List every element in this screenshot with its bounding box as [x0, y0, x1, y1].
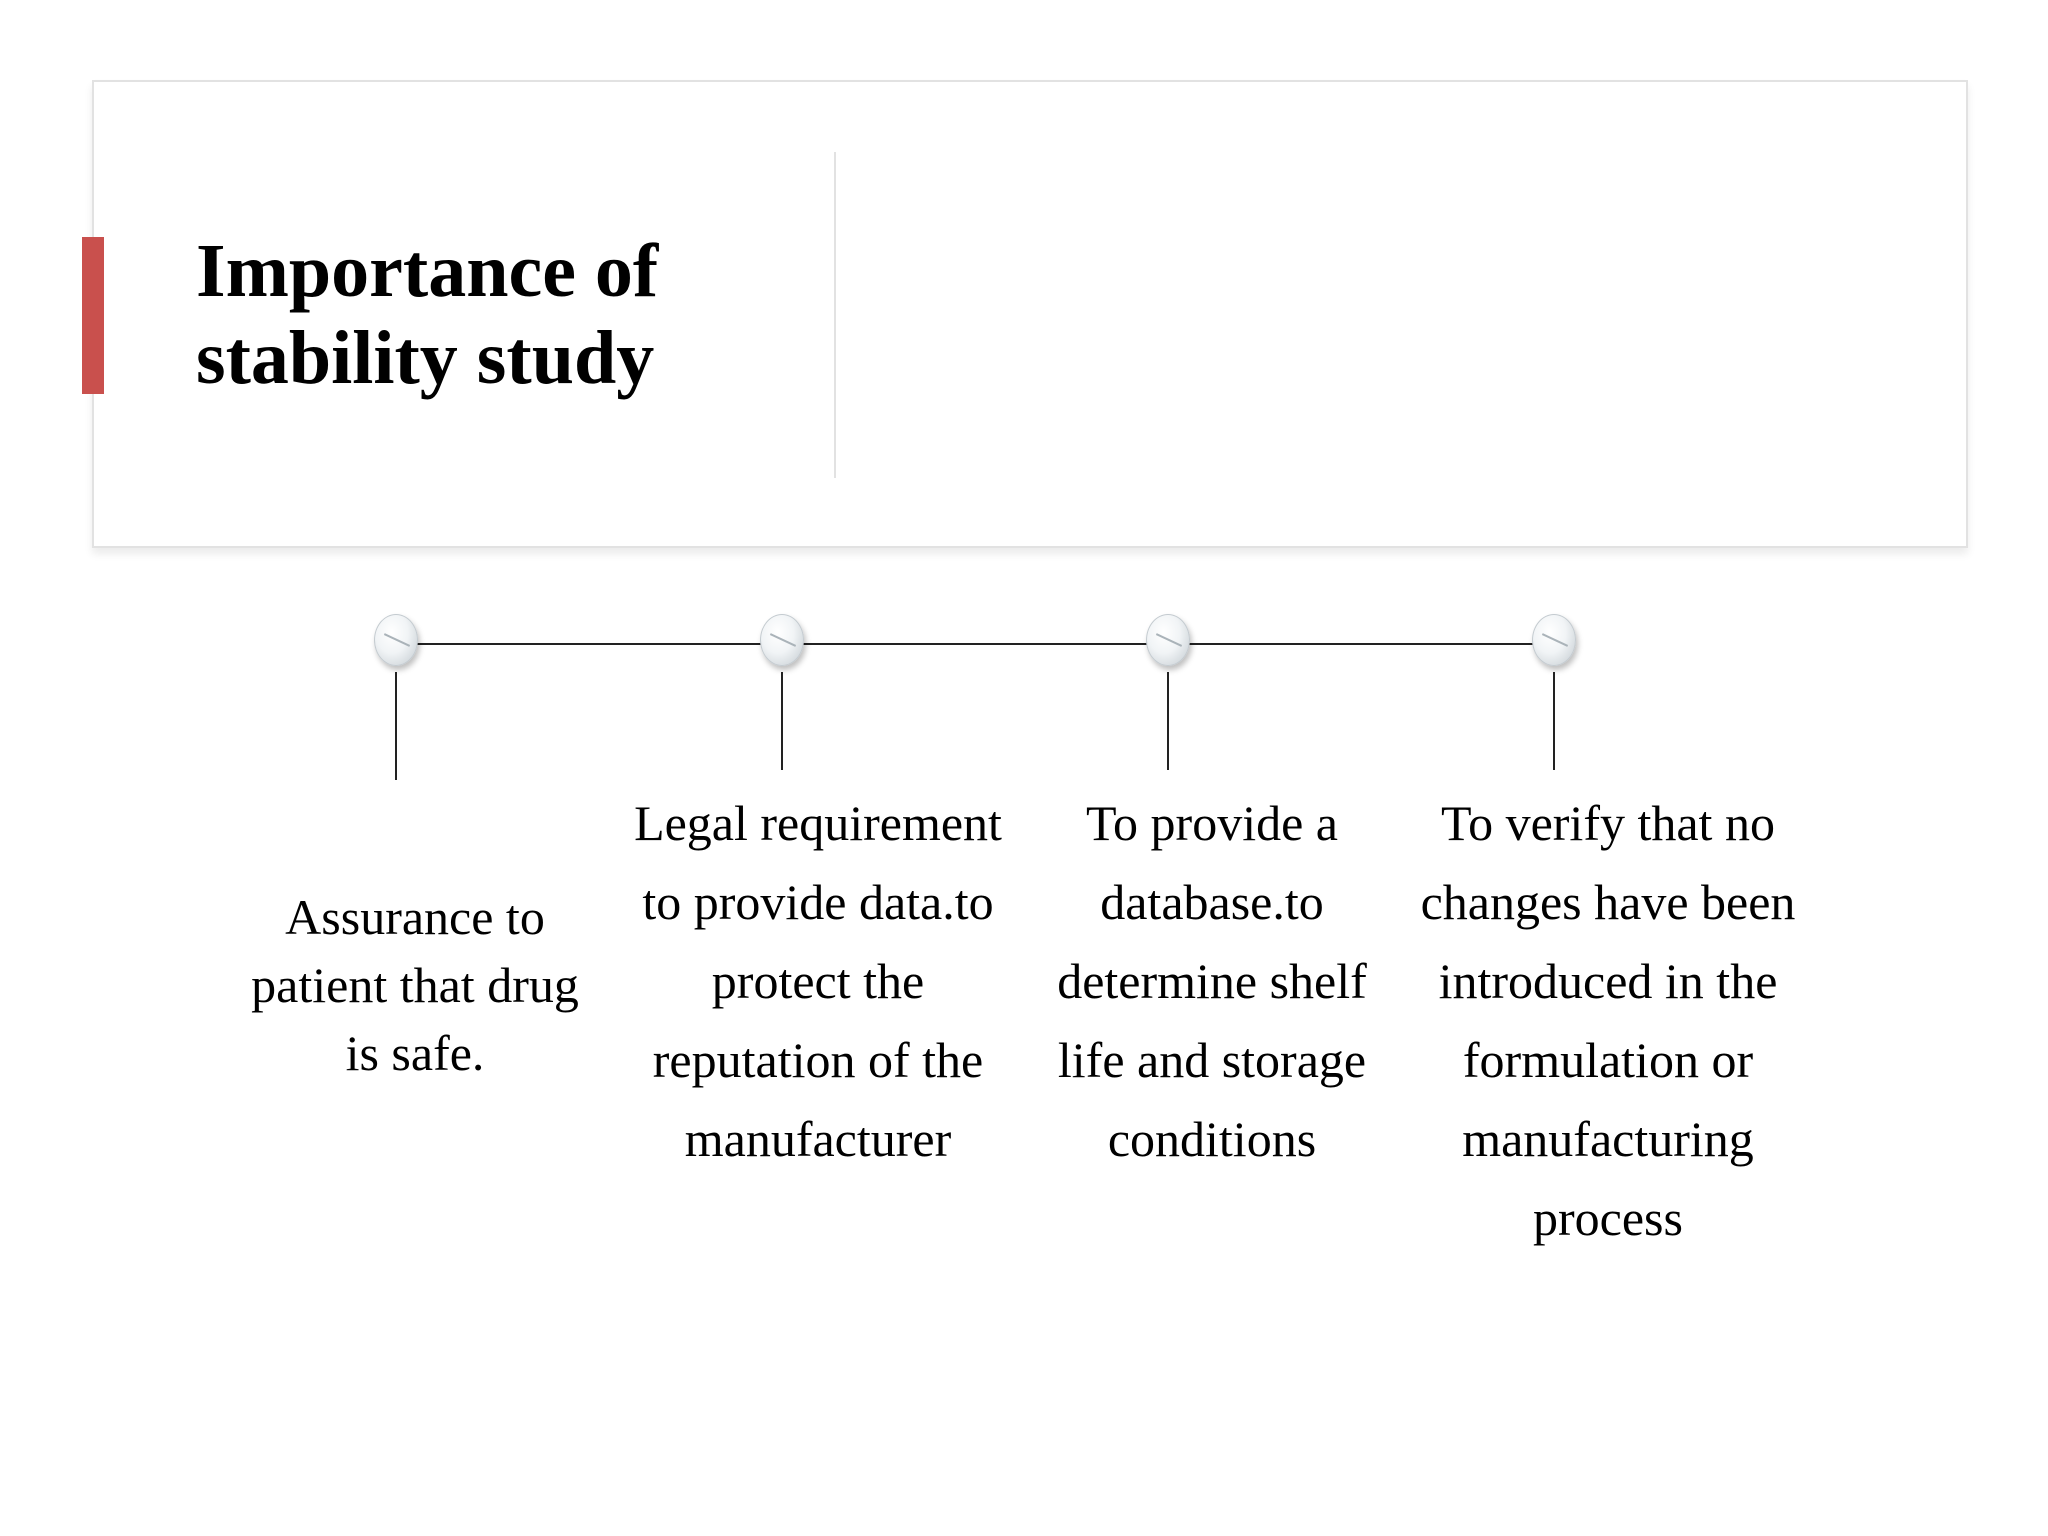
- pill-icon: [1532, 614, 1576, 666]
- slide-title: Importance of stability study: [196, 229, 659, 400]
- timeline-item-text: Assurance to patient that drug is safe.: [251, 889, 579, 1081]
- timeline-item-text: Legal requirement to provide data.to protect the reputation of the manufacturer: [634, 795, 1002, 1167]
- timeline-stem: [395, 672, 397, 780]
- timeline-stem: [1553, 672, 1555, 770]
- title-accent-bar: [82, 237, 104, 394]
- pill-icon: [374, 614, 418, 666]
- timeline-item-text: To provide a database.to determine shelf life and storage conditions: [1057, 795, 1367, 1167]
- timeline-line: [398, 643, 1556, 645]
- timeline-item-text: To verify that no changes have been introduced in the formulation or manufacturing process: [1420, 795, 1796, 1246]
- title-divider: [834, 152, 836, 478]
- pill-icon: [760, 614, 804, 666]
- timeline-stem: [1167, 672, 1169, 770]
- timeline-stem: [781, 672, 783, 770]
- pill-icon: [1146, 614, 1190, 666]
